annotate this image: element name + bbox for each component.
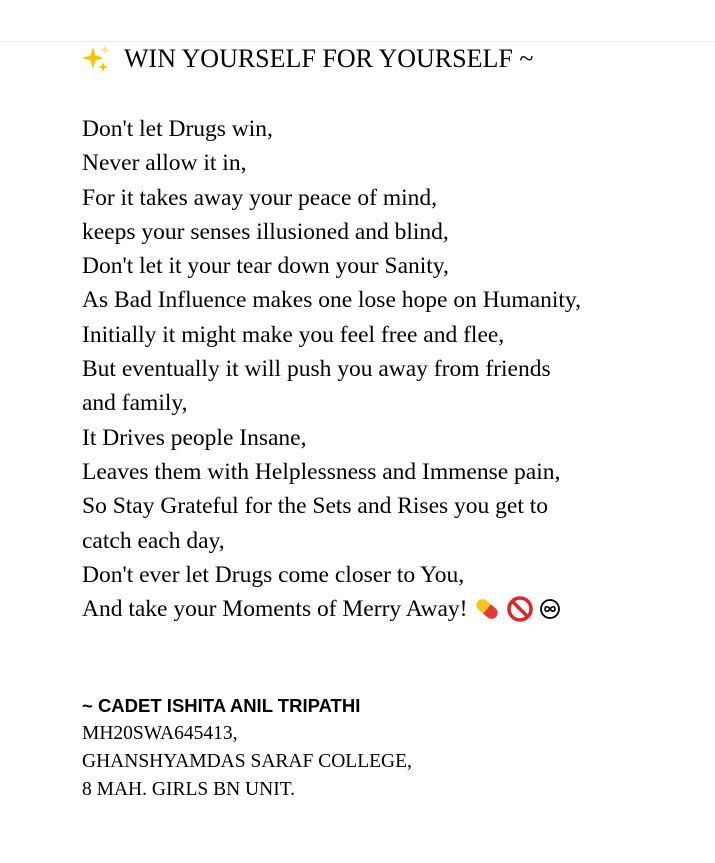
poem-line: But eventually it will push you away from friends: [82, 356, 551, 383]
pill-icon: [472, 595, 502, 623]
poem-line: It Drives people Insane,: [82, 424, 307, 451]
poem-line: keeps your senses illusioned and blind,: [82, 218, 449, 245]
unit-name: 8 MAH. GIRLS BN UNIT.: [82, 779, 296, 800]
poem-line: As Bad Influence makes one lose hope on Humanity,: [82, 287, 582, 314]
poem-line: Leaves them with Helplessness and Immense pain,: [82, 458, 561, 485]
infinity-icon: [538, 597, 562, 621]
college-name: GHANSHYAMDAS SARAF COLLEGE,: [82, 751, 412, 772]
poem-line: Don't ever let Drugs come closer to You,: [82, 561, 465, 588]
poem-line: catch each day,: [82, 527, 225, 554]
poem-line: For it takes away your peace of mind,: [82, 184, 438, 211]
poem-line: Never allow it in,: [82, 150, 247, 177]
poem-line: Initially it might make you feel free and flee,: [82, 321, 505, 348]
author-name: ~ CADET ISHITA ANIL TRIPATHI: [82, 695, 361, 716]
prohibited-icon: [506, 595, 534, 623]
poem-line: So Stay Grateful for the Sets and Rises you get to: [82, 493, 549, 520]
poem-line: And take your Moments of Merry Away!: [82, 596, 468, 623]
sparkles-icon: [82, 44, 112, 74]
poem-title: [82, 42, 533, 76]
cadet-id: MH20SWA645413,: [82, 723, 238, 744]
poem-line-last: [82, 592, 662, 626]
title-text: WIN YOURSELF FOR YOURSELF ~: [124, 44, 534, 73]
signature-block: [82, 692, 412, 804]
poem-line: and family,: [82, 390, 188, 417]
poem-line: Don't let Drugs win,: [82, 116, 273, 142]
poem-body: [82, 112, 662, 626]
poem-line: Don't let it your tear down your Sanity,: [82, 253, 449, 280]
